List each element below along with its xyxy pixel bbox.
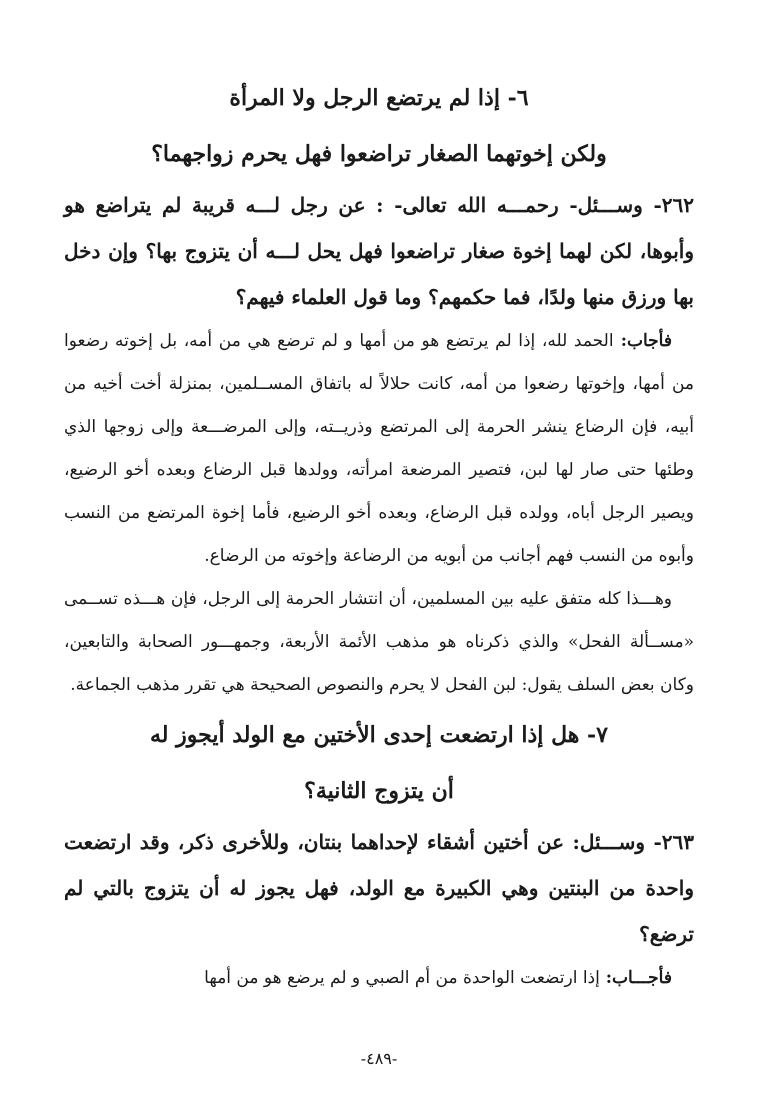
answer-263-paragraph-1	[64, 957, 694, 1000]
answer-262-label: فأجاب:	[613, 331, 672, 351]
section-6-heading-line-2: ولكن إخوتهما الصغار تراضعوا فهل يحرم زواجهما؟	[151, 141, 607, 167]
answer-263-text-1: إذا ارتضعت الواحدة من أم الصبي و لم يرضع هو من أمها	[204, 968, 600, 988]
question-262	[64, 182, 694, 320]
section-7-heading-line-2: أن يتزوج الثانية؟	[304, 778, 454, 804]
answer-263-label: فأجـــاب:	[599, 968, 672, 988]
question-262-number: ٢٦٢-	[642, 193, 694, 217]
question-262-text: وســـئل- رحمـــه الله تعالى- : عن رجل لـــه قريبة لم يتراضع هو وأبوها، لكن لهما إخوة صغار تراضعوا فهل يحل لـــه أن يتزوج بها؟ وإن دخل بها ورزق منها ولدًا، فما حكمهم؟ وما قول العلماء فيهم؟	[64, 193, 694, 309]
answer-262-paragraph-1	[64, 320, 694, 578]
answer-262-text-1: الحمد لله، إذا لم يرتضع هو من أمها و لم ترضع هي من أمه، بل إخوته رضعوا من أمها، وإخوتها رضعوا من أمه، كانت حلالاً له باتفاق المســلمين، بمنزلة أخت أخيه من أبيه، فإن الرضاع ينشر الحرمة إلى المرتضع وذريــته، وإلى المرضـــعة وإلى زوجها الذي وطئها حتى صار لها لبن، فتصير المرضعة امرأته، وولدها قبل الرضاع وبعده أخو الرضيع، ويصير الرجل أباه، وولده قبل الرضاع، وبعده أخو الرضيع، فأما إخوة المرتضع من النسب وأبوه من النسب فهم أجانب من أبويه من الرضاعة وإخوته من الرضاع.	[64, 331, 694, 566]
page-body	[64, 70, 694, 1000]
section-7-heading-line-1: ٧- هل إذا ارتضعت إحدى الأختين مع الولد أيجوز له	[150, 722, 608, 748]
question-263-number: ٢٦٣-	[645, 830, 695, 854]
question-263	[64, 819, 694, 957]
answer-262-paragraph-2: وهـــذا كله متفق عليه بين المسلمين، أن انتشار الحرمة إلى الرجل، فإن هـــذه تســمى «مســألة الفحل» والذي ذكرناه هو مذهب الأئمة الأربعة، وجمهـــور الصحابة والتابعين، وكان بعض السلف يقول: لبن الفحل لا يحرم والنصوص الصحيحة هي تقرر مذهب الجماعة.	[64, 589, 694, 695]
section-6-heading-line-1: ٦- إذا لم يرتضع الرجل ولا المرأة	[229, 85, 529, 111]
question-263-text: وســـئل: عن أختين أشقاء لإحداهما بنتان، وللأخرى ذكر، وقد ارتضعت واحدة من البنتين وهي الكبيرة مع الولد، فهل يجوز له أن يتزوج بالتي لم ترضع؟	[64, 830, 694, 946]
page-number: -٤٨٩-	[360, 1049, 398, 1068]
